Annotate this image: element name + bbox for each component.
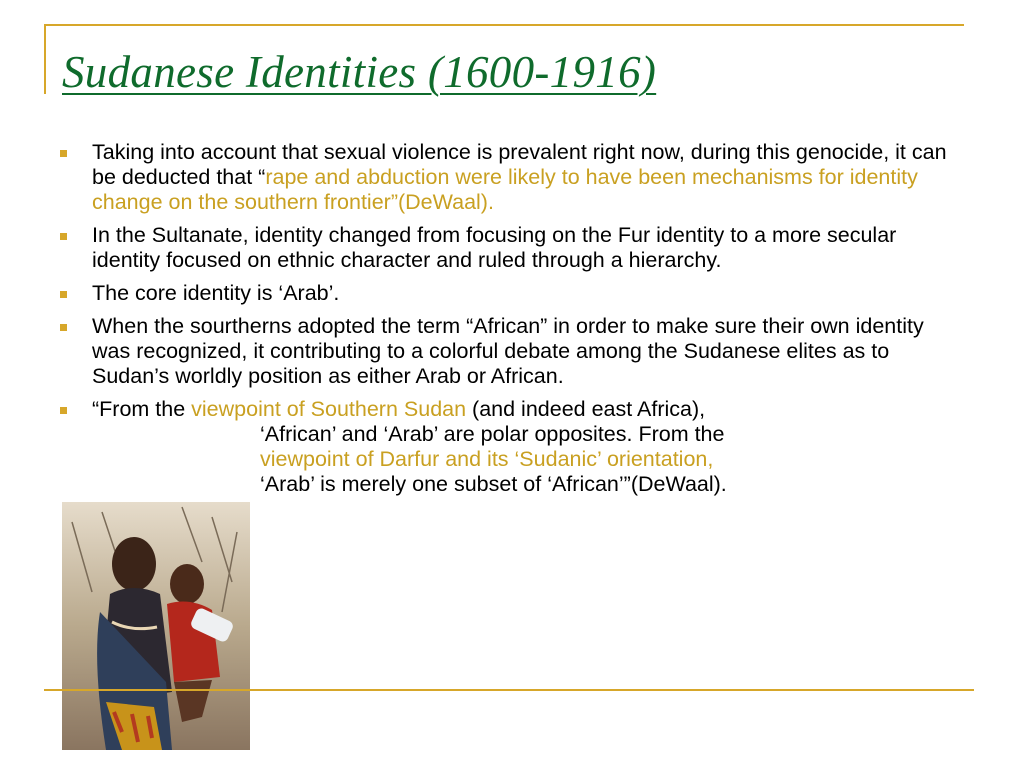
- bullet-text: “From the: [92, 397, 192, 421]
- bullet-list: [60, 140, 960, 505]
- quote-line: ‘African’ and ‘Arab’ are polar opposites. From the: [260, 422, 725, 446]
- square-bullet-icon: [60, 150, 67, 157]
- bullet-highlight-text: rape and abduction were likely to have been mechanisms for identity change on the southern frontier”(DeWaal).: [92, 165, 918, 214]
- bullet-item: [60, 281, 960, 306]
- bullet-text: Taking into account that sexual violence is prevalent right now, during this genocide, it can be deducted that “: [92, 140, 947, 189]
- bullet-text: When the sourtherns adopted the term “African” in order to make sure their own identity was recognized, it contributing to a colorful debate among the Sudanese elites as to Sudan’s worldly position as either Arab or African.: [92, 314, 924, 388]
- slide-title: Sudanese Identities (1600-1916): [62, 47, 657, 97]
- photo-children: [62, 502, 250, 750]
- square-bullet-icon: [60, 324, 67, 331]
- quote-line: ‘Arab’ is merely one subset of ‘African’”(DeWaal).: [260, 472, 727, 496]
- bullet-item: [60, 140, 960, 215]
- bullet-text: In the Sultanate, identity changed from focusing on the Fur identity to a more secular identity focused on ethnic character and ruled through a hierarchy.: [92, 223, 897, 272]
- frame-top-rule: [44, 24, 964, 26]
- square-bullet-icon: [60, 291, 67, 298]
- frame-bottom-rule: [44, 689, 974, 691]
- bullet-item: [60, 397, 960, 497]
- square-bullet-icon: [60, 233, 67, 240]
- quote-highlight-line: viewpoint of Darfur and its ‘Sudanic’ orientation,: [260, 447, 714, 471]
- bullet-text: (and indeed east Africa),: [466, 397, 706, 421]
- bullet-text: The core identity is ‘Arab’.: [92, 281, 340, 305]
- bullet-item: [60, 223, 960, 273]
- bullet-item: [60, 314, 960, 389]
- frame-left-rule: [44, 24, 46, 94]
- square-bullet-icon: [60, 407, 67, 414]
- bullet-highlight-text: viewpoint of Southern Sudan: [191, 397, 467, 421]
